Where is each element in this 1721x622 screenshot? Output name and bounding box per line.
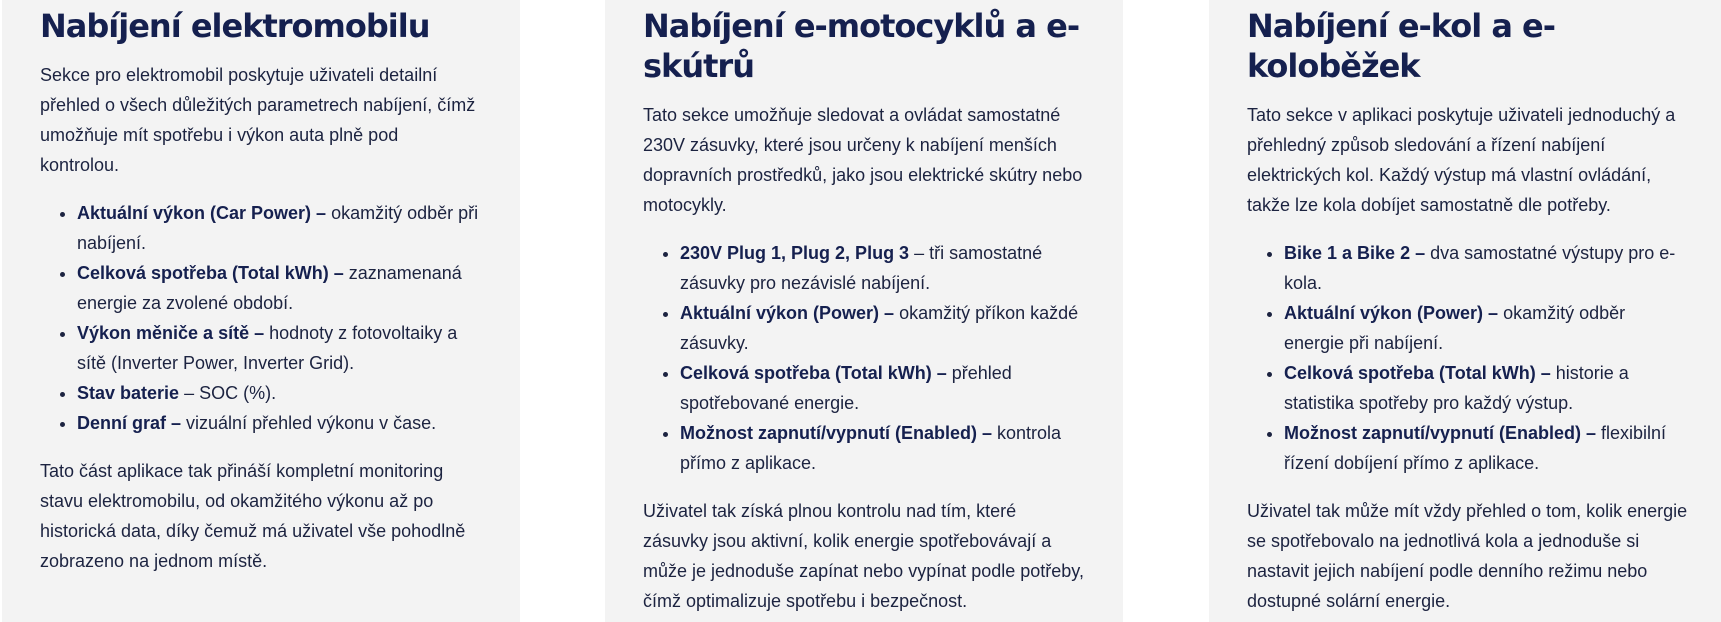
- item-term: Celková spotřeba (Total kWh) –: [680, 363, 947, 383]
- list-item: [77, 318, 482, 378]
- list-item: [1284, 358, 1689, 418]
- item-text: hodnoty z fotovoltaiky a sítě (Inverter Power, Inverter Grid).: [77, 323, 458, 373]
- item-text: historie a statistika spotřeby pro každý výstup.: [1284, 363, 1629, 413]
- item-term: Aktuální výkon (Power) –: [1284, 303, 1499, 323]
- item-term: Celková spotřeba (Total kWh) –: [1284, 363, 1551, 383]
- section-intro: Tato sekce umožňuje sledovat a ovládat samostatné 230V zásuvky, které jsou určeny k nabíjení menších dopravních prostředků, jako jsou elektrické skútry nebo motocykly.: [643, 105, 1083, 215]
- list-item: [1284, 238, 1689, 298]
- list-item: [77, 198, 482, 258]
- section-bike-charging: [1209, 0, 1721, 622]
- section-outro: Uživatel tak získá plnou kontrolu nad tím, které zásuvky jsou aktivní, kolik energie spotřebovávají a může je jednoduše zapínat nebo vypínat podle potřeby, čímž optimalizuje spotřebu i bezpečnost.: [643, 501, 1084, 611]
- section-title: Nabíjení elektromobilu: [40, 7, 430, 45]
- item-text: – tři samostatné zásuvky pro nezávislé nabíjení.: [680, 243, 1043, 293]
- list-item: [1284, 298, 1689, 358]
- item-term: Možnost zapnutí/vypnutí (Enabled) –: [1284, 423, 1596, 443]
- section-title: Nabíjení e-kol a e-koloběžek: [1247, 7, 1556, 85]
- section-title: Nabíjení e-motocyklů a e-skútrů: [643, 7, 1080, 85]
- item-text: přehled spotřebované energie.: [680, 363, 1012, 413]
- list-item: [680, 298, 1085, 358]
- feature-list: [40, 198, 482, 438]
- item-term: Bike 1 a Bike 2 –: [1284, 243, 1426, 263]
- section-intro: Tato sekce v aplikaci poskytuje uživateli jednoduchý a přehledný způsob sledování a řízení nabíjení elektrických kol. Každý výstup má vlastní ovládání, takže lze kola dobíjet samostatně dle potřeby.: [1247, 105, 1676, 215]
- item-term: Denní graf –: [77, 413, 182, 433]
- item-term: 230V Plug 1, Plug 2, Plug 3: [680, 243, 910, 263]
- item-text: okamžitý příkon každé zásuvky.: [680, 303, 1079, 353]
- item-text: vizuální přehled výkonu v čase.: [181, 413, 437, 433]
- item-text: okamžitý odběr při nabíjení.: [77, 203, 479, 253]
- section-intro: Sekce pro elektromobil poskytuje uživateli detailní přehled o všech důležitých parametrech nabíjení, čímž umožňuje mít spotřebu i výkon auta plně pod kontrolou.: [40, 65, 476, 175]
- list-item: [77, 378, 482, 408]
- item-term: Celková spotřeba (Total kWh) –: [77, 263, 344, 283]
- item-term: Stav baterie: [77, 383, 180, 403]
- list-item: [680, 358, 1085, 418]
- item-text: dva samostatné výstupy pro e-kola.: [1284, 243, 1676, 293]
- feature-list: [1247, 238, 1689, 478]
- list-item: [680, 418, 1085, 478]
- item-term: Aktuální výkon (Power) –: [680, 303, 895, 323]
- section-outro: Tato část aplikace tak přináší kompletní monitoring stavu elektromobilu, od okamžitého výkonu až po historická data, díky čemuž má uživatel vše pohodlně zobrazeno na jednom místě.: [40, 461, 466, 571]
- item-term: Aktuální výkon (Car Power) –: [77, 203, 327, 223]
- section-moto-charging: [605, 0, 1123, 622]
- item-text: okamžitý odběr energie při nabíjení.: [1284, 303, 1626, 353]
- feature-list: [643, 238, 1085, 478]
- item-text: kontrola přímo z aplikace.: [680, 423, 1062, 473]
- item-text: zaznamenaná energie za zvolené období.: [77, 263, 462, 313]
- list-item: [1284, 418, 1689, 478]
- item-text: – SOC (%).: [179, 383, 277, 403]
- item-text: flexibilní řízení dobíjení přímo z aplikace.: [1284, 423, 1667, 473]
- list-item: [680, 238, 1085, 298]
- item-term: Výkon měniče a sítě –: [77, 323, 265, 343]
- list-item: [77, 258, 482, 318]
- list-item: [77, 408, 482, 438]
- section-outro: Uživatel tak může mít vždy přehled o tom, kolik energie se spotřebovalo na jednotlivá kola a jednoduše si nastavit jejich nabíjení podle denního režimu nebo dostupné solární energie.: [1247, 501, 1688, 611]
- item-term: Možnost zapnutí/vypnutí (Enabled) –: [680, 423, 992, 443]
- section-car-charging: [2, 0, 520, 622]
